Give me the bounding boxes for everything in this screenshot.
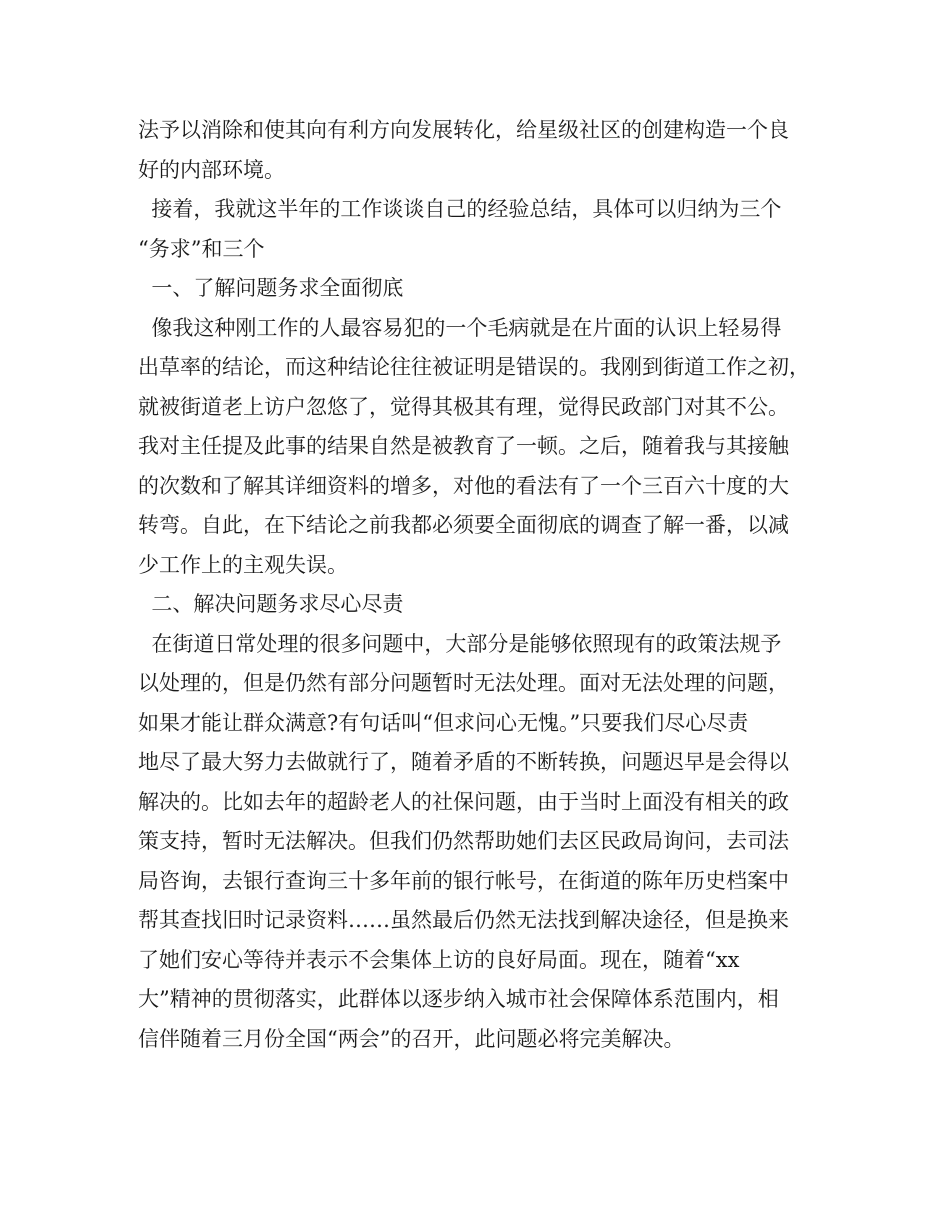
- text-line: 接着，我就这半年的工作谈谈自己的经验总结，具体可以归纳为三个: [138, 197, 782, 221]
- text-line: 以处理的，但是仍然有部分问题暂时无法处理。面对无法处理的问题，: [138, 671, 789, 695]
- document-body: [138, 111, 818, 1059]
- text-line: 好的内部环境。: [138, 157, 285, 182]
- text-line: 就被街道老上访户忽悠了，觉得其极其有理，觉得民政部门对其不公。: [138, 394, 789, 419]
- text-line: 我对主任提及此事的结果自然是被教育了一顿。之后，随着我与其接触: [138, 434, 789, 458]
- text-line: 大”精神的贯彻落实，此群体以逐步纳入城市社会保障体系范围内，相: [138, 987, 779, 1011]
- text-line: 地尽了最大努力去做就行了，随着矛盾的不断转换，问题迟早是会得以: [138, 750, 789, 774]
- text-line: 少工作上的主观失误。: [138, 552, 348, 577]
- text-line: “务求”和三个: [138, 236, 265, 261]
- text-line: 在街道日常处理的很多问题中，大部分是能够依照现有的政策法规予: [138, 631, 782, 656]
- section-heading: 二、解决问题务求尽心尽责: [138, 592, 404, 616]
- text-line: 局咨询，去银行查询三十多年前的银行帐号，在街道的陈年历史档案中: [138, 868, 789, 893]
- text-line: 法予以消除和使其向有利方向发展转化，给星级社区的创建构造一个良: [138, 118, 789, 142]
- text-line: 像我这种刚工作的人最容易犯的一个毛病就是在片面的认识上轻易得: [138, 315, 782, 340]
- section-heading: 一、了解问题务求全面彻底: [138, 276, 404, 300]
- text-line: 帮其查找旧时记录资料……虽然最后仍然无法找到解决途径，但是换来: [138, 908, 789, 932]
- text-line: 策支持，暂时无法解决。但我们仍然帮助她们去区民政局询问，去司法: [138, 829, 789, 853]
- text-line: 信伴随着三月份全国“两会”的召开，此问题必将完美解决。: [138, 1026, 685, 1051]
- text-line: 转弯。自此，在下结论之前我都必须要全面彻底的调查了解一番，以减: [138, 513, 789, 537]
- text-line: 出草率的结论，而这种结论往往被证明是错误的。我刚到街道工作之初，: [138, 355, 810, 379]
- text-line: 了她们安心等待并表示不会集体上访的良好局面。现在，随着“xx: [138, 947, 740, 972]
- text-line: 解决的。比如去年的超龄老人的社保问题，由于当时上面没有相关的政: [138, 789, 789, 814]
- text-line: 的次数和了解其详细资料的增多，对他的看法有了一个三百六十度的大: [138, 473, 789, 498]
- text-line: 如果才能让群众满意?有句话叫“但求问心无愧。”只要我们尽心尽责: [138, 710, 749, 735]
